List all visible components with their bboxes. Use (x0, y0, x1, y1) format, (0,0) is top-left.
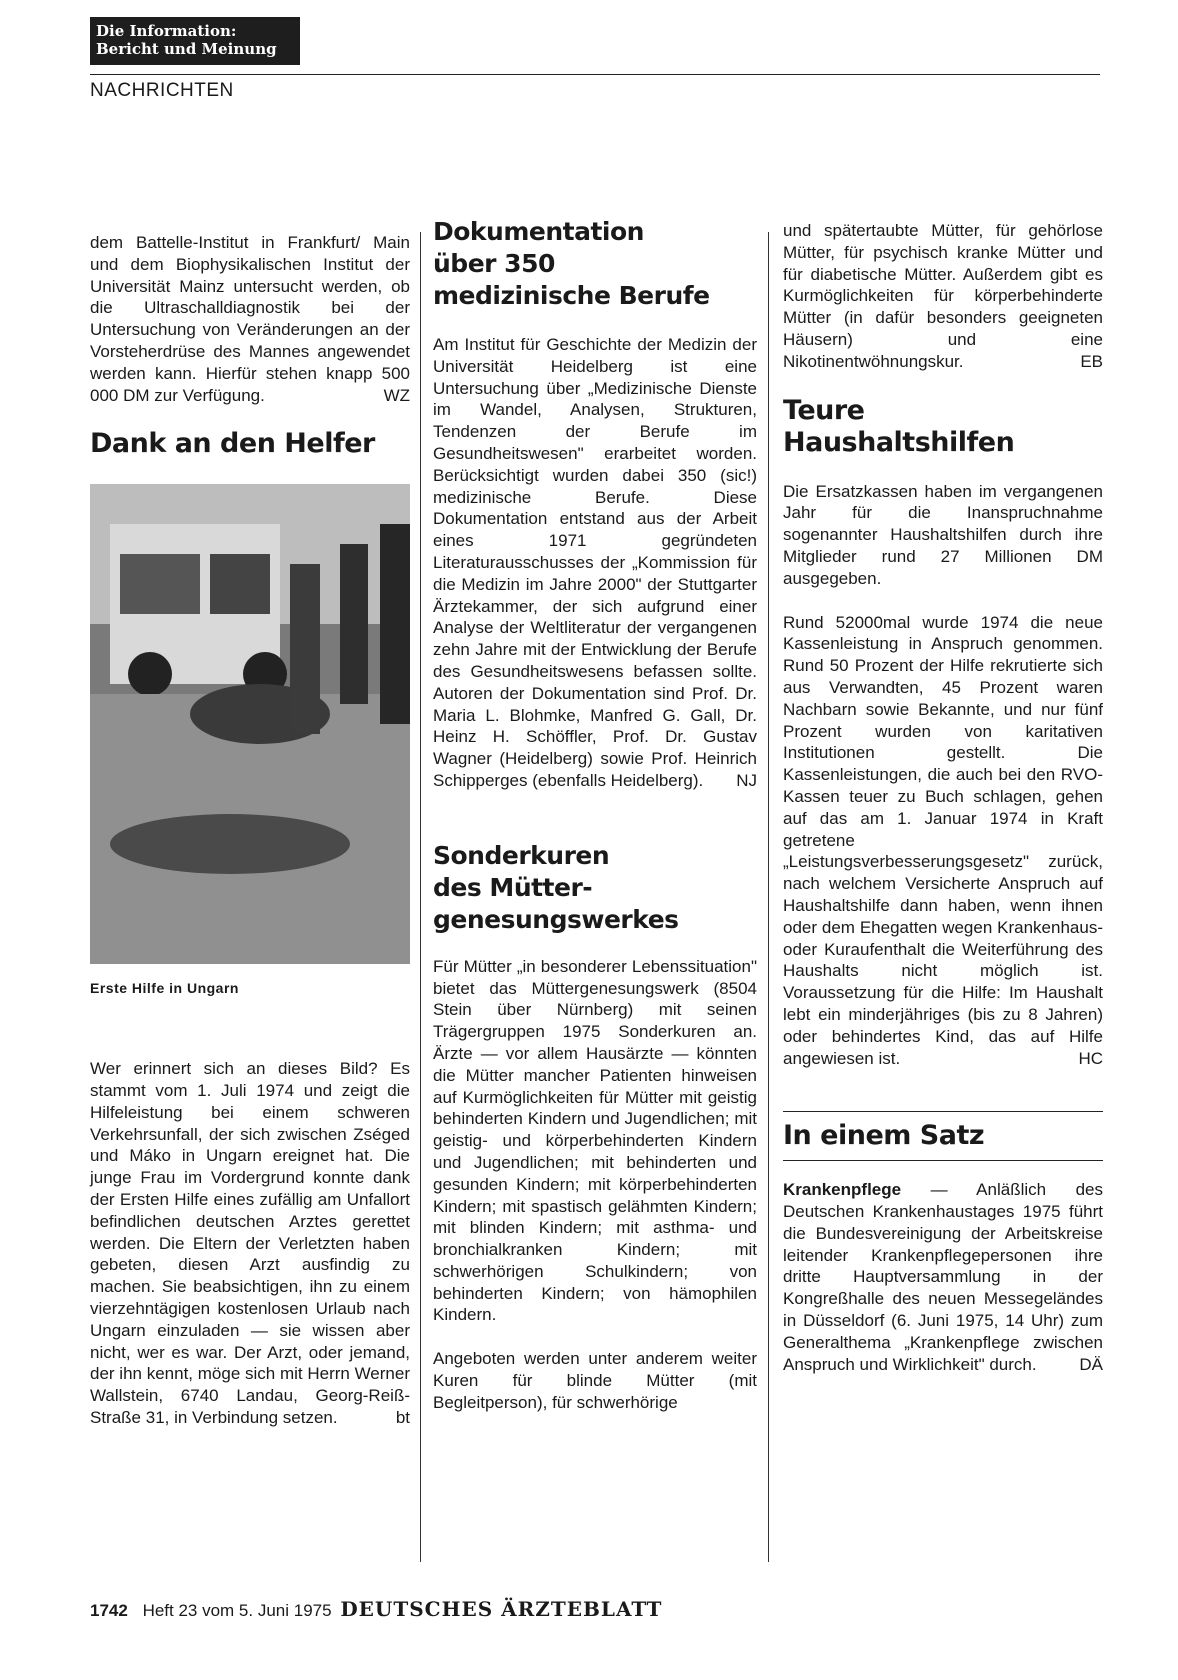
author-signature: WZ (383, 385, 410, 405)
satz-rule-top (783, 1111, 1103, 1112)
article-sonderkuren-p2: Angeboten werden unter anderem weiter Kuren für blinde Mütter (mit Begleitperson), für schwerhörige (433, 1349, 757, 1412)
article-krankenpflege: Krankenpflege — Anläßlich des Deutschen Krankenhaustages 1975 führt die Bundesvereinigung der Arbeitskreise leitender Krankenpflegepersonen ihre dritte Hauptversammlung in der Kongreßhalle des neuen Messegeländes in Düsseldorf (6. Juni 1975, 14 Uhr) zum Generalthema „Krankenpflege zwischen Anspruch und Wirklichkeit" durch. DÄ (783, 1180, 1103, 1374)
headline-in-einem-satz: In einem Satz (783, 1120, 985, 1152)
author-signature: HC (1078, 1048, 1103, 1068)
headline-haushaltshilfen: Teure Haushaltshilfen (783, 394, 1015, 458)
headline-sonderkuren: Sonderkuren des Mütter- genesungswerkes (433, 840, 679, 934)
article-dank-body: Wer erinnert sich an dieses Bild? Es stammt vom 1. Juli 1974 und zeigt die Hilfeleistung bei einem schweren Verkehrsunfall, der sich zwischen Zséged und Máko in Ungarn ereignet hat. Die junge Frau im Vordergrund konnte dank der Ersten Hilfe eines zufällig am Unfallort befindlichen deutschen Arztes gerettet werden. Die Eltern der Verletzten haben gebeten, diesen Arzt ausfindig zu machen. Sie beabsichtigen, ihn zu einem vierzehntägigen kostenlosen Urlaub nach Ungarn einzuladen — sie wissen aber nicht, wer es war. Der Arzt, oder jemand, der ihn kennt, möge sich mit Herrn Werner Wallstein, 6740 Landau, Georg-Reiß-Straße 31, in Verbindung setzen. bt (90, 1059, 410, 1427)
article-haushaltshilfen-p1: Die Ersatzkassen haben im vergangenen Jahr für die Inanspruchnahme sogenannter Haushaltshilfen durch ihre Mitglieder rund 27 Millionen DM ausgegeben. (783, 481, 1103, 588)
column-rule-2 (768, 232, 769, 1562)
headline-dank: Dank an den Helfer (90, 428, 375, 460)
page-number: 1742 (90, 1601, 128, 1620)
column-2 (433, 217, 757, 1436)
article-continuation: dem Battelle-Institut in Frankfurt/ Main und dem Biophysikalischen Institut der Universität Mainz untersucht werden, ob die Ultraschalldiagnostik bei der Untersuchung von Veränderungen an der Vorsteherdrüse des Mannes angewendet werden kann. Hierfür stehen knapp 500 000 DM zur Verfügung. WZ (90, 233, 410, 405)
section-title: NACHRICHTEN (90, 80, 234, 101)
rubric-line-2: Bericht und Meinung (96, 40, 277, 58)
author-signature: NJ (736, 770, 757, 790)
satz-lead: Krankenpflege (783, 1180, 902, 1200)
author-signature: DÄ (1079, 1354, 1103, 1374)
column-1 (90, 232, 410, 1451)
article-sonderkuren-continuation: und spätertaubte Mütter, für gehörlose Mütter, für psychisch kranke Mütter und für diabetische Mütter. Außerdem gibt es Kurmöglichkeiten für körperbehinderte Mütter (in dafür besonders geeigneten Häusern) und eine Nikotinentwöhnungskur. EB (783, 221, 1103, 371)
page-footer (90, 1597, 662, 1621)
photo-caption: Erste Hilfe in Ungarn (90, 980, 239, 997)
author-signature: bt (395, 1407, 410, 1427)
article-dokumentation-body: Am Institut für Geschichte der Medizin der Universität Heidelberg ist eine Untersuchung über „Medizinische Dienste im Wandel, Analysen, Strukturen, Tendenzen der Berufe im Gesundheitswesen" erarbeitet worden. Berücksichtigt wurden dabei 350 (sic!) medizinische Berufe. Diese Dokumentation entstand aus der Arbeit eines 1971 gegründeten Literaturausschusses der „Kommission für die Medizin im Jahre 2000" der Stuttgarter Ärztekammer, der sich aufgrund einer Analyse der Weltliteratur der vergangenen zehn Jahre mit der Entwicklung der Berufe des Gesundheitswesens befassen sollte. Autoren der Dokumentation sind Prof. Dr. Maria L. Blohmke, Manfred G. Gall, Dr. Heinz H. Schöffler, Prof. Dr. Gustav Wagner (Heidelberg) sowie Prof. Heinrich Schipperges (ebenfalls Heidelberg). NJ (433, 335, 757, 790)
issue-info: Heft 23 vom 5. Juni 1975 (142, 1601, 332, 1620)
author-signature: EB (1080, 351, 1103, 371)
satz-rule-bottom (783, 1160, 1103, 1161)
masthead: DEUTSCHES ÄRZTEBLATT (340, 1597, 663, 1621)
rubric-line-1: Die Information: (96, 22, 237, 40)
article-haushaltshilfen-p2: Rund 52000mal wurde 1974 die neue Kassenleistung in Anspruch genommen. Rund 50 Prozent der Hilfe rekrutierte sich aus Verwandten, 45 Prozent waren Nachbarn sowie Bekannte, und nur fünf Prozent wurden von karitativen Institutionen gestellt. Die Kassenleistungen, die auch bei den RVO-Kassen teuer zu Buch schlagen, gehen auf das am 1. Januar 1974 in Kraft getretene „Leistungsverbesserungsgesetz" zurück, nach welchem Versicherte Anspruch auf Haushaltshilfe dann haben, wenn ihnen oder dem Ehegatten wegen Krankenhaus- oder Kuraufenthalt die Weiterführung des Haushalts nicht möglich ist. Voraussetzung für die Hilfe: Im Haushalt lebt ein minderjähriges (bis zu 8 Jahren) oder behindertes Kind, das auf Hilfe angewiesen ist. HC (783, 612, 1103, 1068)
column-3 (783, 221, 1103, 1397)
article-sonderkuren-p1: Für Mütter „in besonderer Lebenssituation" bietet das Müttergenesungswerk (8504 Stein über Nürnberg) mit seinen Trägergruppen 1975 Sonderkuren an. Ärzte — vor allem Hausärzte — könnten die Mütter mancher Patienten hinweisen auf Kurmöglichkeiten für Mütter mit geistig behinderten Kindern und Jugendlichen; mit geistig- und körperbehinderten Kindern und Jugendlichen; mit behinderten und gesunden Kindern; mit körperbehinderten Kindern; mit spastisch gelähmten Kindern; mit blinden Kindern; mit asthma- und bronchialkranken Kindern; mit schwerhörigen Schulkindern; von behinderten Kindern; von hämophilen Kindern. (433, 956, 757, 1325)
photo-image (90, 484, 410, 964)
header-rule (90, 74, 1100, 75)
accident-photo (90, 484, 410, 964)
rubric-label (90, 17, 300, 65)
column-rule-1 (420, 232, 421, 1562)
headline-dokumentation: Dokumentation über 350 medizinische Berufe (433, 217, 710, 310)
